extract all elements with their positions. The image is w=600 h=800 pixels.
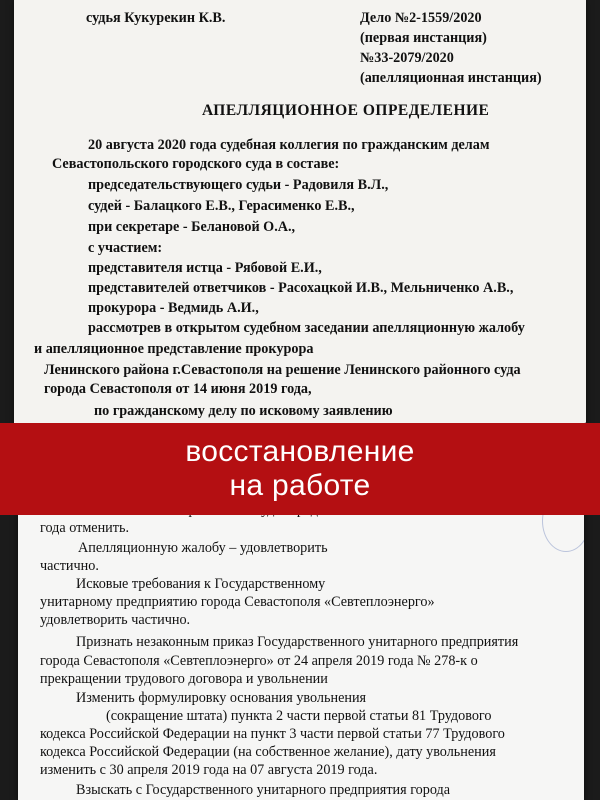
text-line: удовлетворить частично. <box>40 612 191 628</box>
text-line: и апелляционное представление прокурора <box>34 341 314 357</box>
document-page-bottom <box>18 478 584 800</box>
text-line: председательствующего судьи - Радовиля В.Л., <box>88 177 389 193</box>
text-line: по гражданскому делу по исковому заявлению <box>94 403 393 419</box>
document-title: АПЕЛЛЯЦИОННОЕ ОПРЕДЕЛЕНИЕ <box>202 102 490 119</box>
judge-name: судья Кукурекин К.В. <box>86 10 226 26</box>
text-line: унитарному предприятию города Севастополя «Севтеплоэнерго» <box>40 594 435 610</box>
text-line: города Севастополя от 14 июня 2019 года, <box>44 381 312 397</box>
case-note-appeal: (апелляционная инстанция) <box>360 70 542 86</box>
text-line: города Севастополя «Севтеплоэнерго» от 24 апреля 2019 года № 278-к о <box>40 653 478 669</box>
text-line: представителей ответчиков - Расохацкой И.В., Мельниченко А.В., <box>88 280 514 296</box>
text-line: прокурора - Ведмидь А.И., <box>88 300 259 316</box>
case-note-first: (первая инстанция) <box>360 30 487 46</box>
text-line: кодекса Российской Федерации на пункт 3 части первой статьи 77 Трудового <box>40 726 505 742</box>
topic-banner <box>0 423 600 515</box>
text-line: изменить с 30 апреля 2019 года на 07 августа 2019 года. <box>40 762 378 778</box>
text-line: 20 августа 2020 года судебная коллегия по гражданским делам <box>88 137 490 153</box>
banner-line-1: восстановление <box>185 435 415 468</box>
text-line: Ленинского района г.Севастополя на решение Ленинского районного суда <box>44 362 521 378</box>
banner-line-2: на работе <box>229 469 371 502</box>
text-line: кодекса Российской Федерации (на собственное желание), дату увольнения <box>40 744 496 760</box>
document-page-top <box>14 0 586 430</box>
text-line: частично. <box>40 558 99 574</box>
text-line: Признать незаконным приказ Государственного унитарного предприятия <box>76 634 519 650</box>
text-line: Изменить формулировку основания увольнения <box>76 690 367 706</box>
text-line: при секретаре - Белановой О.А., <box>88 219 296 235</box>
case-number-first: Дело №2-1559/2020 <box>360 10 482 26</box>
text-line: Апелляционную жалобу – удовлетворить <box>78 540 328 556</box>
text-line: Исковые требования к Государственному <box>76 576 326 592</box>
case-number-appeal: №33-2079/2020 <box>360 50 454 66</box>
text-line: прекращении трудового договора и увольнении <box>40 671 328 687</box>
text-line: года отменить. <box>40 520 129 536</box>
text-line: с участием: <box>88 240 163 256</box>
text-line: судей - Балацкого Е.В., Герасименко Е.В., <box>88 198 355 214</box>
text-line: представителя истца - Рябовой Е.И., <box>88 260 322 276</box>
text-line: Взыскать с Государственного унитарного предприятия города <box>76 782 451 798</box>
text-line: (сокращение штата) пункта 2 части первой статьи 81 Трудового <box>106 708 492 724</box>
text-line: рассмотрев в открытом судебном заседании апелляционную жалобу <box>88 320 525 336</box>
text-line: Севастопольского городского суда в составе: <box>52 156 340 172</box>
